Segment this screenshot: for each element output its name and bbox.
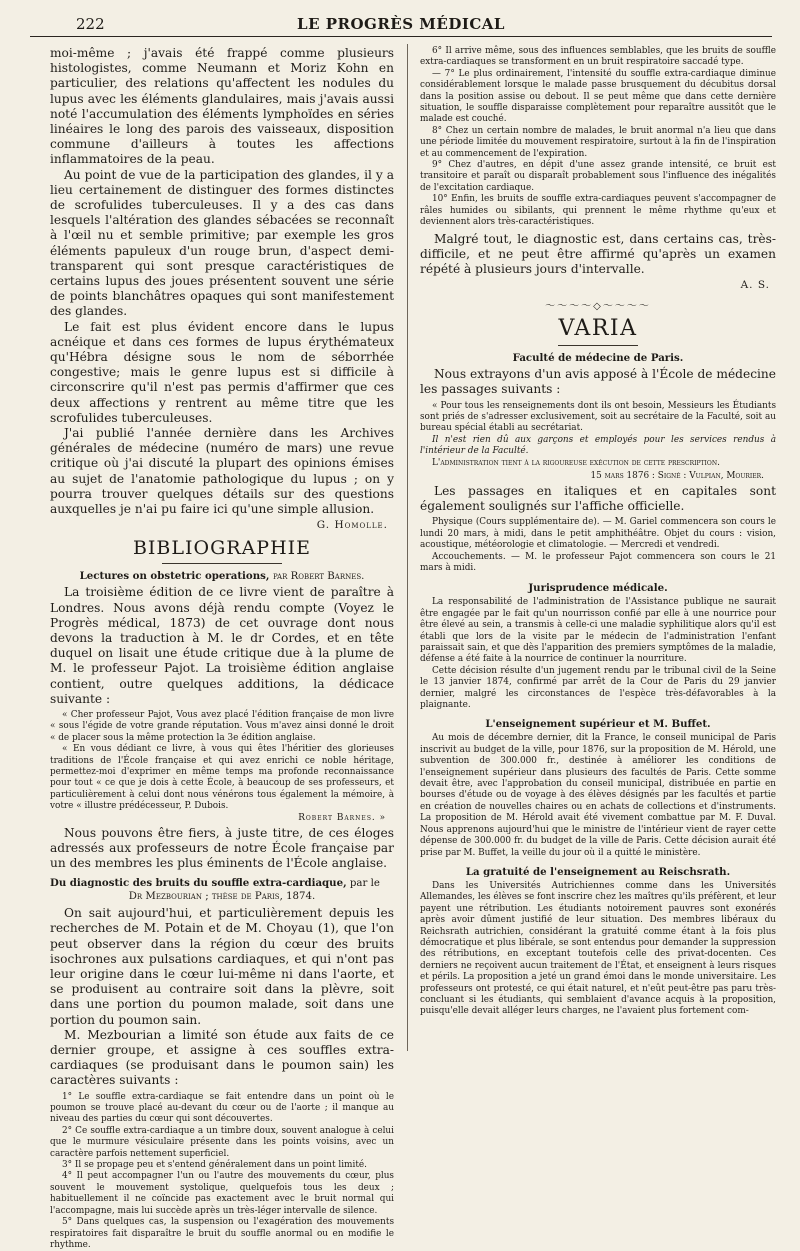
section-title-bibliographie: BIBLIOGRAPHIE xyxy=(132,537,312,560)
list-item: 4° Il peut accompagner l'un ou l'autre des mouvements du cœur, plus souvent le mouvement systolique, quelquefois tous les deux ; habituellement il ne coïncide pas exactement avec le bruit normal qui l'accompagne, mais lui succède après un très-léger intervalle de silence. xyxy=(50,1171,394,1216)
paragraph: M. Mezbourian a limité son étude aux faits de ce dernier groupe, et assigne à ces souffles extra-cardiaques (se produisant dans le poumon sain) les caractères suivants : xyxy=(50,1027,394,1088)
article-by: par le xyxy=(349,878,380,890)
paragraph: Malgré tout, le diagnostic est, dans certains cas, très-difficile, et ne peut être affirmé qu'après un examen répété à plusieurs jours d'intervalle. xyxy=(420,231,776,276)
article-author: Dr Mezbourian ; thèse de Paris, 1874. xyxy=(128,891,316,903)
section-subtitle: La gratuité de l'enseignement au Reischsrath. xyxy=(465,865,731,878)
paragraph: Les passages en italiques et en capitales sont également soulignés sur l'affiche officielle. xyxy=(420,483,776,514)
section-subtitle: Faculté de médecine de Paris. xyxy=(512,352,684,365)
list-item: 1° Le souffle extra-cardiaque se fait entendre dans un point où le poumon se trouve placé au-devant du cœur ou de l'aorte ; il manque au niveau des parties du cœur qui sont découvertes. xyxy=(50,1091,394,1125)
left-column xyxy=(50,46,394,1250)
section-subtitle: Jurisprudence médicale. xyxy=(528,582,668,595)
ornament-divider: 〜〜〜〜◇〜〜〜〜 xyxy=(545,301,651,313)
section-subtitle: L'enseignement supérieur et M. Buffet. xyxy=(485,718,711,731)
list-item: — 7° Le plus ordinairement, l'intensité du souffle extra-cardiaque diminue considérablement lorsque le malade passe brusquement du décubitus dorsal dans la position assise ou debout. Il se peut même que dans cette dernière situation, le souffle disparaisse complètement pour reparaître aussitôt que le malade est couché. xyxy=(420,68,776,125)
paragraph: La responsabilité de l'administration de l'Assistance publique ne saurait être engagée par le fait qu'un nourrisson confié par elle à une nourrice pour être élevé au sein, a transmis à celle-ci une maladie syphilitique alors qu'il est établi que lors de la visite par le médecin de l'administration l'enfant paraissait sain, et que dès l'apparition des premiers symptômes de la maladie, défense a été faite à la nourrice de continuer la nourriture. xyxy=(420,597,776,665)
article-title: Du diagnostic des bruits du souffle extra-cardiaque, xyxy=(50,877,347,890)
article-heading xyxy=(50,570,394,582)
quote-signature: Robert Barnes. » xyxy=(298,812,386,823)
paragraph: Au point de vue de la participation des glandes, il y a lieu certainement de distinguer des formes distinctes de scrofulides tuberculeuses. Il y a des cas dans lesquels l'altération des glandes sébacées se reconnaît à l'œil nu et semble primitive; par exemple les gros éléments papuleux d'un rouge brun, d'aspect demi-transparent qui sont presque caractéristiques de certains lupus des joues présentent souvent une série de points blanchâtres opaques qui sont manifestement des glandes. xyxy=(50,167,394,319)
paragraph: Nous pouvons être fiers, à juste titre, de ces éloges adressés aux professeurs de notre École française par un des membres les plus éminents de l'École anglaise. xyxy=(50,825,394,870)
list-item: 2° Ce souffle extra-cardiaque a un timbre doux, souvent analogue à celui que le murmure vésiculaire présente dans les points voisins, avec un caractère parfois nettement superficiel. xyxy=(50,1125,394,1159)
paragraph: Nous extrayons d'un avis apposé à l'École de médecine les passages suivants : xyxy=(420,367,776,397)
section-title-varia: VARIA xyxy=(558,316,638,342)
quote: « Cher professeur Pajot, Vous avez placé l'édition française de mon livre « sous l'égide de votre grande réputation. Vous m'avez ainsi donné le droit « de placer sous la même protection la 3e édition anglaise. xyxy=(50,709,394,743)
quote: Il n'est rien dû aux garçons et employés pour les services rendus à l'intérieur de la Faculté. xyxy=(420,434,776,457)
divider xyxy=(162,563,282,564)
quote: « En vous dédiant ce livre, à vous qui êtes l'héritier des glorieuses traditions de l'École française et qui avez enrichi ce noble héritage, permettez-moi d'exprimer en même temps ma profonde reconnaissance pour tout « ce que je dois à cette École, à beaucoup de ses professeurs, et particulièrement à celui dont nous vénérons tous également la mémoire, à votre « illustre prédécesseur, P. Dubois. xyxy=(50,744,394,812)
article-heading xyxy=(50,877,394,903)
quote: « Pour tous les renseignements dont ils ont besoin, Messieurs les Étudiants sont priés de s'adresser exclusivement, soit au secrétaire de la Faculté, soit au bureau spécial établi au secrétariat. xyxy=(420,400,776,434)
paragraph: J'ai publié l'année dernière dans les Archives générales de médecine (numéro de mars) une revue critique où j'ai discuté la plupart des opinions émises au sujet de l'anatomie pathologique du lupus ; on y pourra trouver quelques détails sur des questions auxquelles je n'ai pu faire ici qu'une simple allusion. xyxy=(50,426,394,517)
page-number: 222 xyxy=(76,15,105,33)
divider xyxy=(558,345,638,346)
list-item: 8° Chez un certain nombre de malades, le bruit anormal n'a lieu que dans une période limitée du mouvement respiratoire, surtout à la fin de l'inspiration et au commencement de l'expiration. xyxy=(420,125,776,159)
page-header xyxy=(30,14,772,37)
right-column xyxy=(420,46,776,1051)
signature: G. Homolle. xyxy=(316,519,388,532)
quote: L'administration tient à la rigoureuse exécution de cette prescription. xyxy=(432,457,720,468)
list-item: 5° Dans quelques cas, la suspension ou l'exagération des mouvements respiratoires fait disparaître le bruit du souffle anormal ou en modifie le rhythme. xyxy=(50,1217,394,1250)
column-divider xyxy=(407,44,408,1051)
paragraph: On sait aujourd'hui, et particulièrement depuis les recherches de M. Potain et de M. Choyau (1), que l'on peut observer dans la région du cœur des bruits isochrones aux pulsations cardiaques, et qui n'ont pas leur origine dans le cœur lui-même ni dans l'aorte, et se produisent au contraire soit dans la plèvre, soit dans une portion du poumon malade, soit dans une portion du poumon sain. xyxy=(50,906,394,1027)
paragraph: Le fait est plus évident encore dans le lupus acnéique et dans ces formes de lupus érythémateux qu'Hébra désigne sous le nom de séborrhée congestive; mais le genre lupus est si difficile à circonscrire qu'il n'est pas permis d'affirmer que ces deux affections y rentrent au même titre que les scrofulides tuberculeuses. xyxy=(50,319,394,425)
paragraph: Au mois de décembre dernier, dit la France, le conseil municipal de Paris inscrivit au budget de la ville, pour 1876, sur la proposition de M. Hérold, une subvention de 300.000 fr., destinée à améliorer les conditions de l'enseignement supérieur dans plusieurs des facultés de Paris. Cette somme devait être, avec l'approbation du conseil municipal, distribuée en partie en bourses d'étude ou de voyage à des élèves désignés par les facultés et partie en création de nouvelles chaires ou en achats de collections et d'instruments. La proposition de M. Hérold avait été vivement combattue par M. F. Duval. Nous apprenons aujourd'hui que le ministre de l'intérieur vient de rayer cette dépense de 300.000 fr. du budget de la ville de Paris. Cette décision aurait été prise par M. Buffet, la veille du jour où il a quitté le ministère. xyxy=(420,733,776,858)
list-item: 3° Il se propage peu et s'entend généralement dans un point limité. xyxy=(62,1160,367,1171)
paragraph: Accouchements. — M. le professeur Pajot commencera son cours le 21 mars à midi. xyxy=(420,551,776,573)
article-title: Lectures on obstetric operations, xyxy=(79,570,270,583)
list-item: 10° Enfin, les bruits de souffle extra-cardiaques peuvent s'accompagner de râles humides ou sibilants, qui prennent le même rhythme qu'eux et deviennent alors très-caractéristiques. xyxy=(420,194,776,228)
paragraph: Physique (Cours supplémentaire de). — M. Gariel commencera son cours le lundi 20 mars, à midi, dans le petit amphithéâtre. Objet du cours : vision, acoustique, météorologie et climatologie. — Mercredi et vendredi. xyxy=(420,517,776,551)
article-author: par Robert Barnes. xyxy=(272,571,365,583)
paragraph: moi-même ; j'avais été frappé comme plusieurs histologistes, comme Neumann et Moriz Kohn en particulier, des relations qu'affectent les nodules du lupus avec les éléments glandulaires, mais j'avais aussi noté l'accumulation des éléments lymphoïdes en séries linéaires le long des parois des vaisseaux, disposition commune d'ailleurs à toutes les affections inflammatoires de la peau. xyxy=(50,46,394,167)
list-item: 6° Il arrive même, sous des influences semblables, que les bruits de souffle extra-cardiaques se transforment en un bruit respiratoire saccadé type. xyxy=(420,46,776,68)
paragraph: La troisième édition de ce livre vient de paraître à Londres. Nous avons déjà rendu compte (Voyez le Progrès médical, 1873) de cet ouvrage dont nous devons la traduction à M. le dr Cordes, et en tête duquel on lisait une étude critique due à la plume de M. le professeur Pajot. La troisième édition anglaise contient, outre quelques additions, la dédicace suivante : xyxy=(50,585,394,706)
signature: A. S. xyxy=(740,279,770,292)
paragraph: Dans les Universités Autrichiennes comme dans les Universités Allemandes, les élèves se font inscrire chez les maîtres qu'ils préfèrent, et leur payent une rétribution. Les étudiants notoirement pauvres sont exonérés après avoir dûment justifié de leur situation. Des membres libéraux du Reichsrath autrichien, considérant la gratuité comme étant à la fois plus démocratique et plus libérale, se sont entendus pour demander la suppression des rétributions, en exceptant toutefois celle des privat-docenten. Ces derniers ne reçoivent aucun traitement de l'État, et enseignent à leurs risques et périls. La proposition a jeté un grand émoi dans le monde universitaire. Les professeurs ont protesté, ce qui était naturel, et n'eût peut-être pas paru très-concluant si les étudiants, qui semblaient d'avance acquis à la proposition, puisqu'elle devait alléger leurs charges, ne l'avaient plus fortement com- xyxy=(420,880,776,1017)
paragraph: Cette décision résulte d'un jugement rendu par le tribunal civil de la Seine le 13 janvier 1874, confirmé par arrêt de la Cour de Paris du 29 janvier dernier, malgré les circonstances de l'espèce très-défavorables à la plaignante. xyxy=(420,665,776,711)
quote-date: 15 mars 1876 : Signé : Vulpian, Mourier. xyxy=(590,470,764,481)
list-item: 9° Chez d'autres, en dépit d'une assez grande intensité, ce bruit est transitoire et paraît ou disparaît probablement sous l'influence des inégalités de l'excitation cardiaque. xyxy=(420,160,776,193)
journal-title: LE PROGRÈS MÉDICAL xyxy=(297,15,505,33)
